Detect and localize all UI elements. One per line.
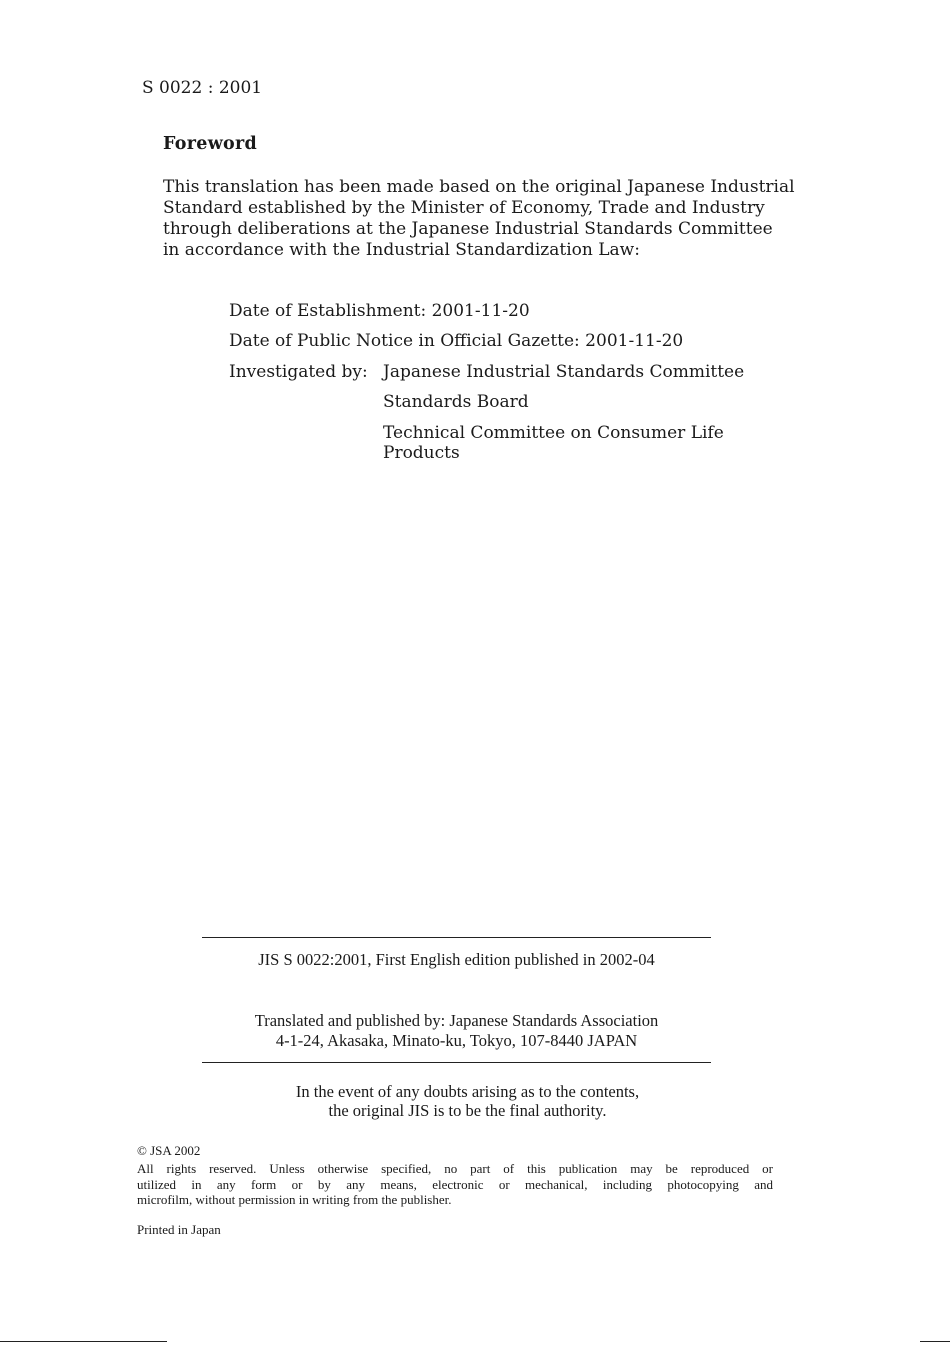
edition-line: JIS S 0022:2001, First English edition published in 2002-04 <box>258 950 655 969</box>
investigating-body: Standards Board <box>383 392 529 412</box>
rights-line <box>137 1161 773 1177</box>
rights-line-text: utilized in any form or by any means, electronic or mechanical, including photocopying and <box>137 1177 773 1192</box>
publisher-address: 4-1-24, Akasaka, Minato-ku, Tokyo, 107-8440 JAPAN <box>275 1031 638 1050</box>
authority-note-line: In the event of any doubts arising as to the contents, <box>295 1082 640 1101</box>
rights-line: microfilm, without permission in writing from the publisher. <box>137 1192 452 1207</box>
foreword-line: This translation has been made based on the original Japanese Industrial <box>163 177 795 197</box>
investigated-by-label: Investigated by: <box>229 362 368 382</box>
divider <box>202 937 711 938</box>
foreword-line: through deliberations at the Japanese Industrial Standards Committee <box>163 219 773 239</box>
date-of-establishment: Date of Establishment: 2001-11-20 <box>229 301 530 321</box>
investigating-body: Japanese Industrial Standards Committee <box>383 362 745 382</box>
foreword-line: Standard established by the Minister of Economy, Trade and Industry <box>163 198 765 218</box>
investigating-body: Products <box>383 443 460 463</box>
investigating-body: Technical Committee on Consumer Life <box>383 423 724 443</box>
printed-in: Printed in Japan <box>137 1222 221 1237</box>
scan-edge-line <box>920 1341 950 1342</box>
standard-code: S 0022 : 2001 <box>142 78 263 98</box>
scan-edge-line <box>0 1341 167 1342</box>
rights-line-text: All rights reserved. Unless otherwise specified, no part of this publication may be reproduced or <box>137 1161 773 1176</box>
foreword-line: in accordance with the Industrial Standardization Law: <box>163 240 640 260</box>
copyright-notice: © JSA 2002 <box>137 1143 201 1158</box>
divider <box>202 1062 711 1063</box>
rights-line <box>137 1177 773 1193</box>
foreword-paragraph <box>163 177 813 261</box>
date-of-public-notice: Date of Public Notice in Official Gazette: 2001-11-20 <box>229 331 684 351</box>
authority-note-line: the original JIS is to be the final authority. <box>328 1101 607 1120</box>
translated-by-line: Translated and published by: Japanese Standards Association <box>254 1011 659 1030</box>
foreword-heading: Foreword <box>163 134 258 154</box>
